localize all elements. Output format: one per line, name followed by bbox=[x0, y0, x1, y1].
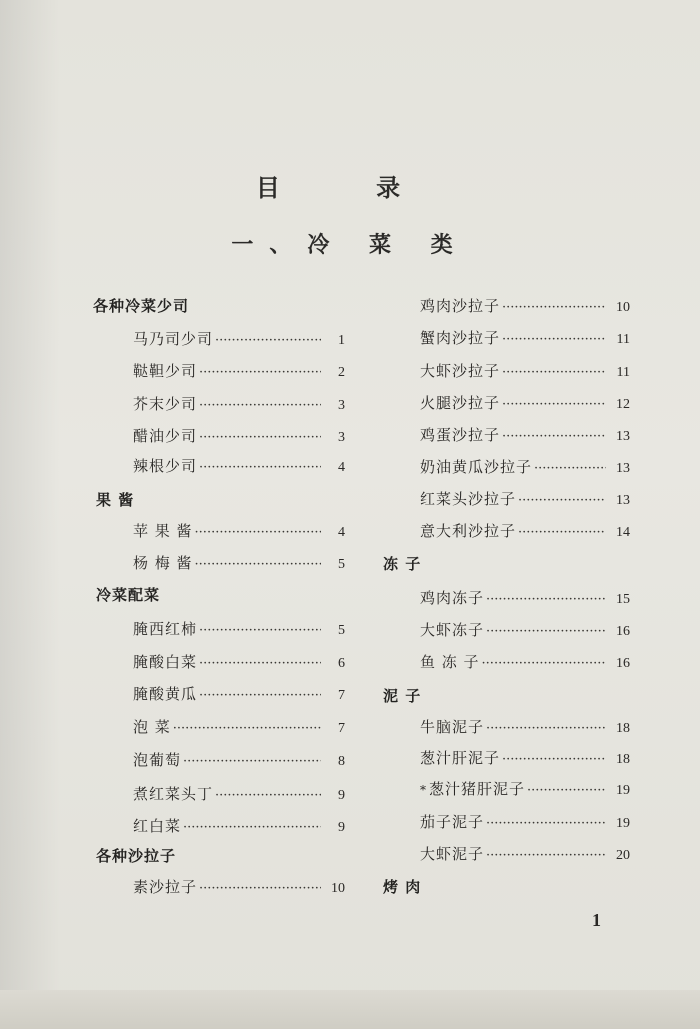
entry-page: 5 bbox=[338, 623, 345, 638]
leader-dots bbox=[195, 555, 321, 575]
entry-page: 12 bbox=[616, 397, 630, 412]
entry-page: 11 bbox=[616, 365, 630, 380]
entry-page: 9 bbox=[338, 788, 345, 803]
entry-page: 5 bbox=[338, 557, 345, 572]
entry-title: 大虾冻子 bbox=[420, 621, 485, 639]
leader-dots bbox=[518, 491, 606, 511]
toc-entry bbox=[133, 456, 345, 478]
leader-dots bbox=[199, 879, 321, 899]
leader-dots bbox=[486, 590, 606, 610]
entry-page: 8 bbox=[338, 754, 345, 769]
entry-title: 鞑靼少司 bbox=[133, 362, 198, 380]
entry-title: 茄子泥子 bbox=[420, 813, 485, 831]
leader-dots bbox=[199, 654, 321, 674]
entry-title: 素沙拉子 bbox=[133, 878, 198, 896]
page-number: 1 bbox=[592, 910, 601, 930]
leader-dots bbox=[518, 523, 606, 543]
leader-dots bbox=[482, 654, 606, 674]
toc-entry bbox=[133, 521, 345, 543]
toc-entry bbox=[420, 361, 630, 383]
section-heading: 一、冷 菜 类 bbox=[231, 232, 469, 258]
entry-title: 红菜头沙拉子 bbox=[420, 490, 517, 508]
toc-entry bbox=[420, 844, 630, 866]
toc-entry bbox=[133, 717, 345, 739]
page-title: 目 录 bbox=[255, 173, 445, 202]
page-fold-shadow bbox=[0, 0, 60, 1029]
leader-dots bbox=[502, 298, 606, 318]
entry-title: 鸡肉沙拉子 bbox=[420, 297, 501, 315]
leader-dots bbox=[183, 752, 321, 772]
entry-page: 9 bbox=[338, 820, 345, 835]
leader-dots bbox=[215, 786, 321, 806]
toc-entry bbox=[133, 553, 345, 575]
entry-page: 7 bbox=[338, 721, 345, 736]
entry-title: 芥末少司 bbox=[133, 395, 198, 413]
category-heading: 冻 子 bbox=[383, 555, 422, 573]
leader-dots bbox=[173, 719, 321, 739]
leader-dots bbox=[486, 814, 606, 834]
entry-page: 15 bbox=[616, 592, 630, 607]
entry-title: 泡 菜 bbox=[133, 718, 171, 736]
leader-dots bbox=[183, 818, 321, 838]
entry-title: 煮红菜头丁 bbox=[133, 785, 214, 803]
entry-page: 13 bbox=[616, 429, 630, 444]
entry-title: 鸡蛋沙拉子 bbox=[420, 426, 501, 444]
leader-dots bbox=[486, 846, 606, 866]
category-heading: 冷菜配菜 bbox=[96, 586, 161, 604]
entry-page: 7 bbox=[338, 688, 345, 703]
entry-title: 葱汁肝泥子 bbox=[420, 749, 501, 767]
entry-title: 蟹肉沙拉子 bbox=[420, 329, 501, 347]
entry-title: 杨 梅 酱 bbox=[133, 554, 193, 572]
entry-page: 4 bbox=[338, 460, 345, 475]
toc-entry bbox=[133, 652, 345, 674]
category-heading: 泥 子 bbox=[383, 687, 422, 705]
toc-entry bbox=[420, 717, 630, 739]
toc-entry bbox=[420, 588, 630, 610]
leader-dots bbox=[486, 719, 606, 739]
entry-title: 鱼 冻 子 bbox=[420, 653, 480, 671]
toc-entry bbox=[420, 521, 630, 543]
toc-entry bbox=[133, 684, 345, 706]
entry-title: 火腿沙拉子 bbox=[420, 394, 501, 412]
entry-page: 4 bbox=[338, 525, 345, 540]
toc-entry bbox=[420, 328, 630, 350]
leader-dots bbox=[486, 622, 606, 642]
asterisk-mark: * bbox=[420, 783, 427, 797]
toc-entry bbox=[133, 619, 345, 641]
category-heading: 各种沙拉子 bbox=[96, 847, 177, 865]
toc-entry bbox=[420, 425, 630, 447]
toc-entry bbox=[420, 296, 630, 318]
leader-dots bbox=[502, 395, 606, 415]
leader-dots bbox=[502, 427, 606, 447]
entry-title: 大虾泥子 bbox=[420, 845, 485, 863]
entry-title: 腌酸黄瓜 bbox=[133, 685, 198, 703]
entry-page: 1 bbox=[338, 333, 345, 348]
entry-page: 13 bbox=[616, 461, 630, 476]
entry-title: 醋油少司 bbox=[133, 427, 198, 445]
leader-dots bbox=[534, 459, 606, 479]
entry-title: 腌西红柿 bbox=[133, 620, 198, 638]
leader-dots bbox=[199, 686, 321, 706]
leader-dots bbox=[199, 621, 321, 641]
entry-page: 18 bbox=[616, 721, 630, 736]
entry-page: 14 bbox=[616, 525, 630, 540]
toc-entry bbox=[420, 748, 630, 770]
toc-entry bbox=[420, 457, 630, 479]
toc-entry bbox=[420, 620, 630, 642]
category-heading: 果 酱 bbox=[96, 491, 135, 509]
entry-page: 10 bbox=[331, 881, 345, 896]
leader-dots bbox=[502, 330, 606, 350]
toc-entry bbox=[133, 426, 345, 448]
toc-entry bbox=[133, 750, 345, 772]
entry-page: 19 bbox=[616, 783, 630, 798]
page-edge bbox=[0, 990, 700, 1029]
toc-entry bbox=[133, 816, 345, 838]
entry-page: 19 bbox=[616, 816, 630, 831]
entry-page: 18 bbox=[616, 752, 630, 767]
toc-entry bbox=[420, 779, 630, 801]
leader-dots bbox=[195, 523, 321, 543]
entry-title: 辣根少司 bbox=[133, 457, 198, 475]
entry-page: 20 bbox=[616, 848, 630, 863]
leader-dots bbox=[199, 396, 321, 416]
entry-page: 6 bbox=[338, 656, 345, 671]
leader-dots bbox=[527, 781, 606, 801]
toc-entry bbox=[133, 394, 345, 416]
entry-page: 2 bbox=[338, 365, 345, 380]
leader-dots bbox=[199, 363, 321, 383]
toc-entry bbox=[133, 877, 345, 899]
category-heading: 烤 肉 bbox=[383, 878, 422, 896]
entry-title: 马乃司少司 bbox=[133, 330, 214, 348]
toc-entry bbox=[420, 489, 630, 511]
entry-title: 鸡肉冻子 bbox=[420, 589, 485, 607]
entry-title-text: 葱汁猪肝泥子 bbox=[429, 780, 526, 798]
entry-page: 16 bbox=[616, 624, 630, 639]
entry-title: 腌酸白菜 bbox=[133, 653, 198, 671]
entry-title: 奶油黄瓜沙拉子 bbox=[420, 458, 533, 476]
toc-entry bbox=[420, 393, 630, 415]
entry-title: 大虾沙拉子 bbox=[420, 362, 501, 380]
leader-dots bbox=[199, 428, 321, 448]
entry-title: 泡葡萄 bbox=[133, 751, 182, 769]
leader-dots bbox=[215, 331, 321, 351]
entry-page: 3 bbox=[338, 430, 345, 445]
toc-entry bbox=[133, 329, 345, 351]
toc-entry bbox=[133, 784, 345, 806]
toc-entry bbox=[420, 652, 630, 674]
entry-title: 意大利沙拉子 bbox=[420, 522, 517, 540]
entry-title bbox=[420, 779, 525, 800]
entry-page: 13 bbox=[616, 493, 630, 508]
entry-page: 10 bbox=[616, 300, 630, 315]
category-heading: 各种冷菜少司 bbox=[93, 297, 190, 315]
entry-title: 红白菜 bbox=[133, 817, 182, 835]
leader-dots bbox=[502, 750, 606, 770]
entry-title: 牛脑泥子 bbox=[420, 718, 485, 736]
toc-entry bbox=[420, 812, 630, 834]
entry-page: 16 bbox=[616, 656, 630, 671]
entry-title: 苹 果 酱 bbox=[133, 522, 193, 540]
leader-dots bbox=[199, 458, 321, 478]
entry-page: 11 bbox=[616, 332, 630, 347]
toc-entry bbox=[133, 361, 345, 383]
entry-page: 3 bbox=[338, 398, 345, 413]
leader-dots bbox=[502, 363, 606, 383]
